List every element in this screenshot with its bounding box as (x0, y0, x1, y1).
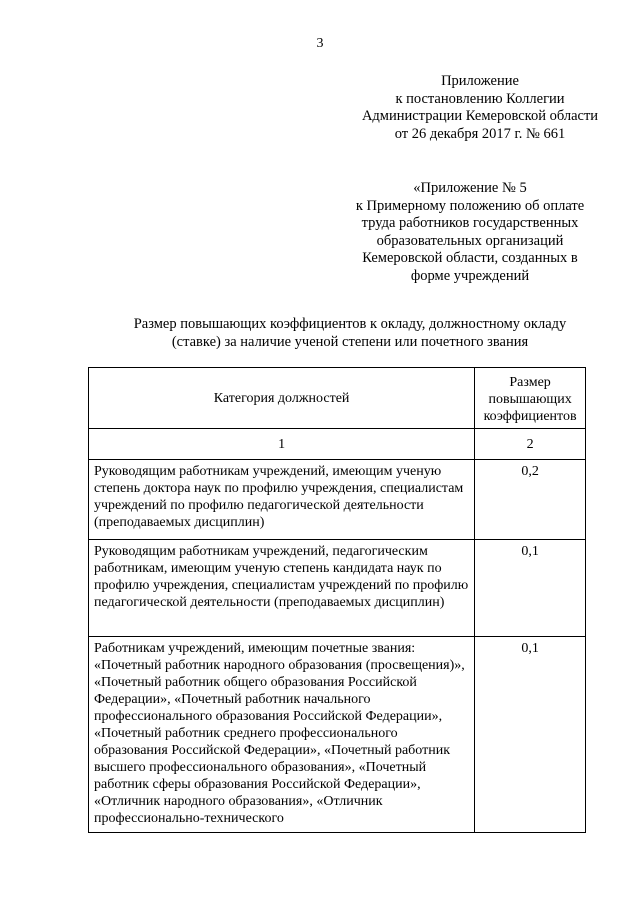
row-value: 0,2 (475, 460, 586, 540)
attachment-inner-line: образовательных организаций (376, 232, 564, 249)
attachment-line: Приложение (441, 73, 519, 89)
header-size-line: коэффициентов (483, 409, 577, 424)
row-category: Руководящим работникам учреждений, имеющим ученую степень доктора наук по профилю учреждения, специалистам учреждений по профилю педагогической деятельности (преподаваемых дисциплин) (89, 460, 475, 540)
attachment-inner-header (350, 180, 590, 285)
heading-line: Размер повышающих коэффициентов к окладу, должностному окладу (133, 316, 567, 332)
row-category: Руководящим работникам учреждений, педагогическим работникам, имеющим ученую степень кандидата наук по профилю учреждения, специалистам учреждений по профилю педагогической деятельности (преподаваемых дисциплин) (89, 540, 475, 637)
attachment-line: к постановлению Коллегии (395, 90, 565, 107)
coefficients-table (88, 367, 586, 833)
row-category: Работникам учреждений, имеющим почетные звания: «Почетный работник народного образования (просвещения)», «Почетный работник общего образования Российской Федерации», «Почетный работник начального профессионального образования Российской Федерации», «Почетный работник среднего профессионального образования Российской Федерации», «Почетный работник высшего профессионального образования», «Почетный работник сферы образования Российской Федерации», «Отличник народного образования», «Отличник профессионально-технического (89, 637, 475, 833)
attachment-inner-line: форме учреждений (410, 267, 530, 284)
attachment-inner-line: «Приложение № 5 (413, 180, 527, 196)
header-size (475, 368, 586, 429)
attachment-inner-line: Кемеровской области, созданных в (362, 250, 578, 266)
table-header-row (89, 368, 586, 429)
heading-line: (ставке) за наличие ученой степени или почетного звания (171, 333, 529, 350)
table-row (89, 637, 586, 833)
table-heading (60, 316, 640, 351)
header-size-line: Размер (509, 375, 551, 390)
header-size-line: повышающих (488, 392, 572, 407)
attachment-inner-line: труда работников государственных (361, 215, 579, 231)
attachment-line: от 26 декабря 2017 г. № 661 (394, 125, 566, 142)
header-category: Категория должностей (89, 368, 475, 429)
page-number: 3 (316, 36, 324, 51)
attachment-inner-line: к Примерному положению об оплате (355, 197, 585, 214)
table-row (89, 460, 586, 540)
row-value: 0,1 (475, 637, 586, 833)
column-numbering-row (89, 429, 586, 460)
column-number-2: 2 (475, 429, 586, 460)
column-number-1: 1 (89, 429, 475, 460)
row-value: 0,1 (475, 540, 586, 637)
table-row (89, 540, 586, 637)
attachment-line: Администрации Кемеровской области (361, 108, 599, 124)
